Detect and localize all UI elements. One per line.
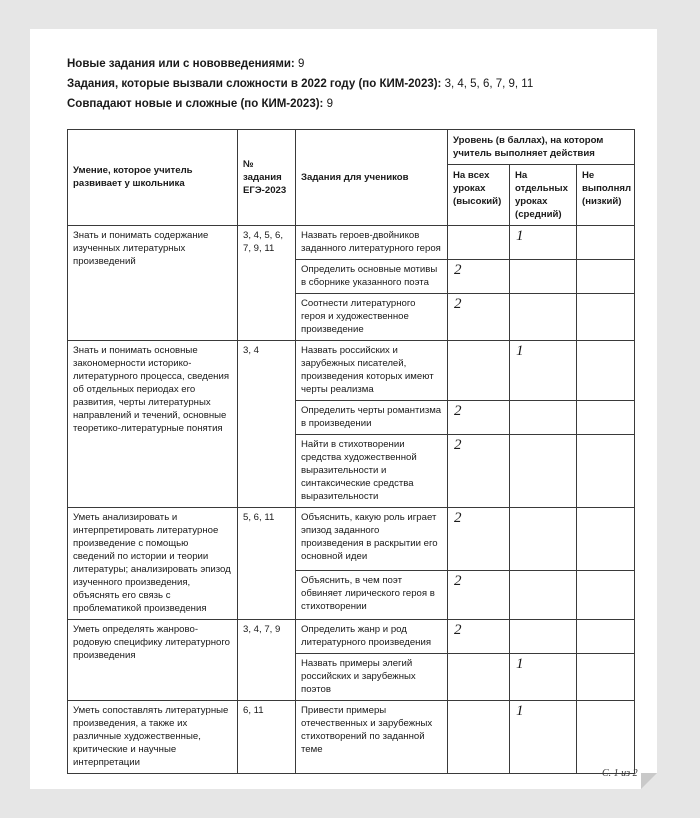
level-high-cell [448,570,510,619]
level-medium-cell [510,260,577,294]
level-low-cell [577,226,635,260]
task-cell: Объяснить, в чем поэт обвиняет лирического героя в стихотворении [296,570,448,619]
header-low: Не выполнял (низкий) [577,165,635,226]
level-high-cell [448,435,510,508]
table-row [68,620,635,654]
task-cell: Объяснить, какую роль играет эпизод заданного произведения в раскрытии его основной идеи [296,508,448,571]
header-level-group: Уровень (в баллах), на котором учитель выполняет действия [448,130,635,165]
task-number-cell: 3, 4 [238,341,296,508]
level-medium-cell [510,508,577,571]
level-low-cell [577,341,635,401]
page-number: С. 1 из 2 [602,768,638,779]
task-cell: Найти в стихотворении средства художественной выразительности и синтаксические средства выразительности [296,435,448,508]
score-mark: 2 [454,262,462,278]
page-corner-fold [641,773,657,789]
level-medium-cell [510,701,577,774]
task-cell: Соотнести литературного героя и художественное произведение [296,294,448,341]
skill-cell: Уметь сопоставлять литературные произведения, а также их различные художественные, критические и научные интерпретации [68,701,238,774]
skill-cell: Знать и понимать содержание изученных литературных произведений [68,226,238,341]
score-mark: 2 [454,622,462,638]
header-high: На всех уроках (высокий) [448,165,510,226]
task-cell: Привести примеры отечественных и зарубежных стихотворений по заданной теме [296,701,448,774]
header-tasks: Задания для учеников [296,130,448,226]
task-cell: Определить черты романтизма в произведении [296,401,448,435]
task-number-cell: 5, 6, 11 [238,508,296,620]
summary-line [67,94,533,114]
score-mark: 2 [454,403,462,419]
level-low-cell [577,294,635,341]
score-mark: 2 [454,296,462,312]
level-medium-cell [510,226,577,260]
skill-cell: Знать и понимать основные закономерности историко-литературного процесса, сведения об отдельных периодах его развития, черты литературных направлений и течений, основные теоретико-литературные понятия [68,341,238,508]
score-mark: 1 [516,228,524,244]
skill-cell: Уметь определять жанрово-родовую специфику литературного произведения [68,620,238,701]
summary-line [67,54,533,74]
task-cell: Назвать российских и зарубежных писателей, произведения которых имеют черты реализма [296,341,448,401]
level-high-cell [448,341,510,401]
level-medium-cell [510,341,577,401]
summary-block [67,54,533,114]
score-mark: 2 [454,437,462,453]
level-high-cell [448,654,510,701]
summary-line [67,74,533,94]
level-low-cell [577,654,635,701]
header-task-number: № задания ЕГЭ-2023 [238,130,296,226]
table-row [68,701,635,774]
task-cell: Назвать примеры элегий российских и зарубежных поэтов [296,654,448,701]
level-medium-cell [510,570,577,619]
score-mark: 1 [516,703,524,719]
score-mark: 2 [454,572,462,589]
level-high-cell [448,401,510,435]
level-low-cell [577,620,635,654]
summary-value: 9 [326,98,333,110]
level-low-cell [577,570,635,619]
level-high-cell [448,294,510,341]
table-row [68,341,635,401]
level-high-cell [448,508,510,571]
header-medium: На отдельных уроках (средний) [510,165,577,226]
task-cell: Определить жанр и род литературного произведения [296,620,448,654]
task-number-cell: 3, 4, 5, 6, 7, 9, 11 [238,226,296,341]
level-high-cell [448,620,510,654]
level-medium-cell [510,620,577,654]
level-low-cell [577,260,635,294]
skill-cell: Уметь анализировать и интерпретировать литературное произведение с помощью сведений по истории и теории литературы; анализировать эпизод изученного произведения, объяснять его связь с проблематикой произведения [68,508,238,620]
table-row [68,508,635,571]
summary-label: Задания, которые вызвали сложности в 2022 году (по КИМ-2023): [67,78,442,90]
level-low-cell [577,435,635,508]
level-medium-cell [510,435,577,508]
level-high-cell [448,701,510,774]
level-low-cell [577,508,635,571]
task-number-cell: 3, 4, 7, 9 [238,620,296,701]
summary-label: Новые задания или с нововведениями: [67,58,295,70]
table-row [68,226,635,260]
skills-table [67,129,635,774]
score-mark: 1 [516,656,524,672]
level-low-cell [577,401,635,435]
level-medium-cell [510,401,577,435]
level-high-cell [448,260,510,294]
level-high-cell [448,226,510,260]
score-mark: 1 [516,343,524,359]
summary-label: Совпадают новые и сложные (по КИМ-2023): [67,98,324,110]
header-skill: Умение, которое учитель развивает у школьника [68,130,238,226]
level-medium-cell [510,294,577,341]
level-low-cell [577,701,635,774]
level-medium-cell [510,654,577,701]
task-cell: Определить основные мотивы в сборнике указанного поэта [296,260,448,294]
task-number-cell: 6, 11 [238,701,296,774]
summary-value: 9 [297,58,305,70]
score-mark: 2 [454,510,462,526]
summary-value: 3, 4, 5, 6, 7, 9, 11 [444,78,534,90]
task-cell: Назвать героев-двойников заданного литературного героя [296,226,448,260]
